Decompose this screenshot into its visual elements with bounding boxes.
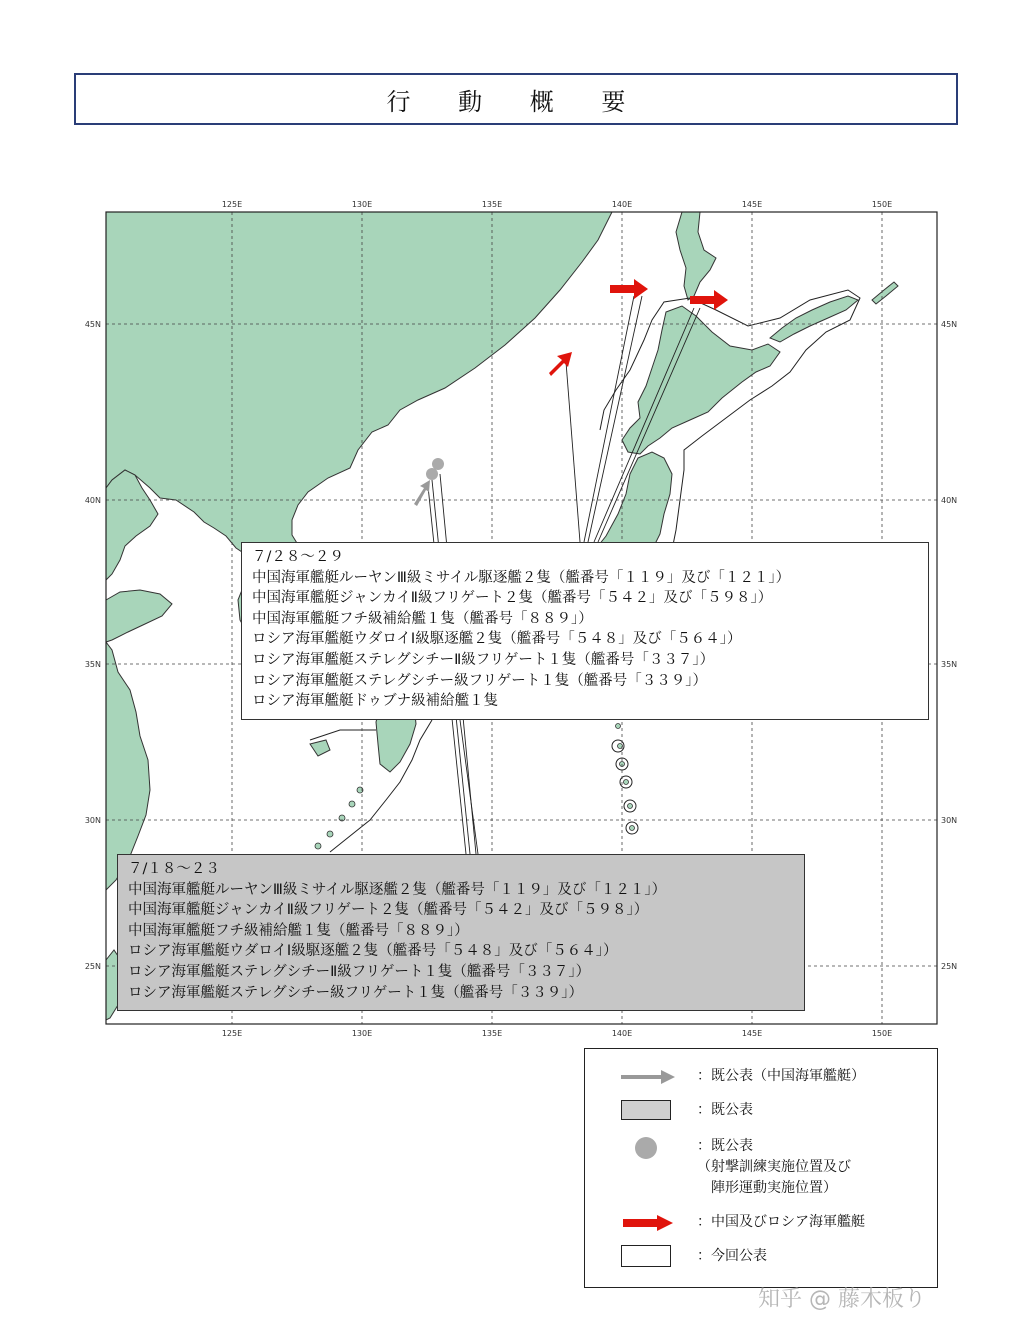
white-box-icon: [621, 1245, 671, 1267]
annotation-line: ロシア海軍艦艇ステレグシチー級フリゲート１隻（艦番号「３３９」）: [128, 984, 584, 1001]
annotation-line: ロシア海軍艦艇ドゥブナ級補給艦１隻: [252, 693, 499, 710]
lat-tick: 45N: [84, 320, 101, 329]
lon-tick: 135E: [481, 200, 503, 209]
annotation-line: 中国海軍艦艇フチ級補給艦１隻（艦番号「８８９」）: [252, 610, 593, 627]
annotation-line: 中国海軍艦艇ルーヤンⅢ級ミサイル駆逐艦２隻（艦番号「１１９」及び「１２１」）: [128, 881, 667, 898]
lon-tick: 150E: [871, 200, 893, 209]
lat-tick: 35N: [941, 660, 958, 669]
lon-tick: 125E: [221, 1029, 243, 1038]
lon-ticks-top: [222, 200, 892, 209]
lon-tick: 145E: [741, 200, 763, 209]
watermark: 知乎 @ 藤木板り: [758, 1287, 926, 1312]
lon-ticks-bottom: [222, 1029, 892, 1038]
annotation-line: 中国海軍艦艇ジャンカイⅡ級フリゲート２隻（艦番号「５４２」及び「５９８」）: [128, 902, 649, 919]
lat-tick: 40N: [84, 496, 101, 505]
lat-tick: 45N: [941, 320, 958, 329]
legend-sub: （射撃訓練実施位置及び: [697, 1159, 851, 1175]
lat-tick: 25N: [84, 962, 101, 971]
annotation-line: 中国海軍艦艇ジャンカイⅡ級フリゲート２隻（艦番号「５４２」及び「５９８」）: [252, 590, 773, 607]
lon-tick: 140E: [611, 1029, 633, 1038]
lon-tick: 150E: [871, 1029, 893, 1038]
legend-sub: 陣形運動実施位置）: [697, 1180, 837, 1196]
lat-ticks-left: [85, 320, 101, 971]
page-title: 行 動 概 要: [386, 87, 646, 116]
gray-box-icon: [621, 1100, 671, 1120]
lon-tick: 130E: [351, 1029, 373, 1038]
lat-tick: 30N: [941, 816, 958, 825]
legend-label: ：既公表（中国海軍艦艇）: [697, 1068, 865, 1084]
gray-dot-icon: [426, 468, 438, 480]
gray-dot-icon: [621, 1136, 671, 1160]
annotation-line: 中国海軍艦艇ルーヤンⅢ級ミサイル駆逐艦２隻（艦番号「１１９」及び「１２１」）: [252, 569, 791, 586]
lon-tick: 130E: [351, 200, 373, 209]
lon-tick: 145E: [741, 1029, 763, 1038]
annotation-date: ７/１８～２３: [128, 861, 220, 877]
red-arrow-icon: [621, 1215, 675, 1231]
annotation-line: ロシア海軍艦艇ウダロイⅠ級駆逐艦２隻（艦番号「５４８」及び「５６４」）: [252, 631, 742, 648]
legend: [584, 1048, 938, 1288]
lon-tick: 125E: [221, 200, 243, 209]
legend-label: ：既公表: [697, 1102, 753, 1118]
lat-tick: 35N: [84, 660, 101, 669]
annotation-line: ロシア海軍艦艇ステレグシチーⅡ級フリゲート１隻（艦番号「３３７」）: [128, 963, 591, 980]
lat-tick: 30N: [84, 816, 101, 825]
annotation-line: ロシア海軍艦艇ステレグシチー級フリゲート１隻（艦番号「３３９」）: [252, 672, 708, 689]
legend-label: ：今回公表: [697, 1248, 767, 1264]
lat-ticks-right: [941, 320, 957, 971]
annotation-line: ロシア海軍艦艇ウダロイⅠ級駆逐艦２隻（艦番号「５４８」及び「５６４」）: [128, 943, 618, 960]
legend-label: ：既公表: [697, 1138, 753, 1154]
annotation-line: ロシア海軍艦艇ステレグシチーⅡ級フリゲート１隻（艦番号「３３７」）: [252, 651, 715, 668]
lon-tick: 140E: [611, 200, 633, 209]
annotation-previous: [117, 854, 805, 1011]
gray-dot-icon: [432, 458, 444, 470]
lat-tick: 25N: [941, 962, 958, 971]
lon-tick: 135E: [481, 1029, 503, 1038]
lat-tick: 40N: [941, 496, 958, 505]
annotation-line: 中国海軍艦艇フチ級補給艦１隻（艦番号「８８９」）: [128, 922, 469, 939]
legend-label: ：中国及びロシア海軍艦艇: [697, 1214, 865, 1230]
annotation-current: [241, 542, 929, 720]
gray-arrow-icon: [621, 1069, 675, 1085]
annotation-date: ７/２８～２９: [252, 549, 344, 565]
